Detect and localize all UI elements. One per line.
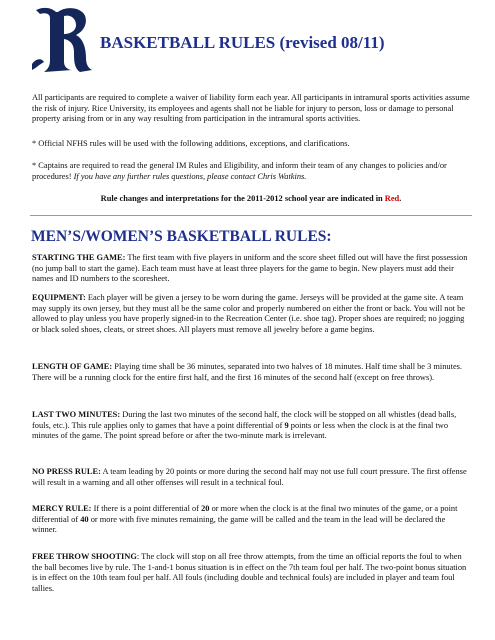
red-indicator: Red xyxy=(384,194,400,203)
section-heading: MEN’S/WOMEN’S BASKETBALL RULES: xyxy=(31,228,332,245)
page-title: BASKETBALL RULES (revised 08/11) xyxy=(100,33,385,52)
rule-equipment xyxy=(32,293,470,335)
rule-last-two-minutes xyxy=(32,410,470,442)
rule-text: Playing time shall be 36 minutes, separated into two halves of 18 minutes. Half time shall be 3 minutes. There will be a running clock for the entire first half, and the first 16 minutes of the second half (except on free throws). xyxy=(32,362,463,382)
rule-label: STARTING THE GAME: xyxy=(32,253,126,262)
rule-no-press xyxy=(32,467,470,488)
rule-text: If there is a point differential of xyxy=(93,504,200,513)
contact-note: If you have any further rules questions, please contact Chris Watkins. xyxy=(73,171,307,181)
rule-text: Each player will be given a jersey to be worn during the game. Jerseys will be provided at the game site. A team may supply its own jersey, but they must all be the same color and properly numbered on either the front or back. You will not be allowed to play unless you have properly signed-in to the Recreation Center (i.e. shoe tag). Proper shoes are required; no jogging or black soled shoes, cleats, or street shoes. All players must remove all jewelry before a game begins. xyxy=(32,293,466,334)
rule-text: or more when the clock is at the final two minutes of the game, or a point differential of xyxy=(32,504,458,524)
rule-changes-text: Rule changes and interpretations for the 2011-2012 school year are indicated in xyxy=(100,194,383,203)
captains-note xyxy=(32,161,470,182)
rule-text: During the last two minutes of the second half, the clock will be stopped on all whistles (dead balls, fouls, etc.). This rule applies only to games that have a point differential of xyxy=(32,410,457,430)
captains-text: * Captains are required to read the general IM Rules and Eligibility, and inform their team of any changes to policies and/or procedures! xyxy=(32,161,447,181)
rule-label: LENGTH OF GAME: xyxy=(32,362,113,371)
rule-text: The first team with five players in uniform and the score sheet filled out will have the first possession (no jump ball to start the game). Each team must have at least three players for the game to begin. New players must add their names and ID numbers to the scoresheet. xyxy=(32,253,468,284)
mercy-differential-value: 40 xyxy=(80,514,89,524)
section-divider xyxy=(30,215,472,216)
rule-free-throw xyxy=(32,552,470,594)
rule-label: FREE THROW SHOOTING xyxy=(32,552,137,561)
rule-label: NO PRESS RULE: xyxy=(32,467,101,476)
rule-text: points or less when the clock is at the final two minutes of the game. The point spread before or after the two-minute mark is irrelevant. xyxy=(32,420,449,441)
rule-starting-the-game xyxy=(32,253,470,285)
waiver-paragraph: All participants are required to complete a waiver of liability form each year. All participants in intramural sports activities assume the risk of injury. Rice University, its employees and agents shall not be liable for injury to person, loss or damage to personal property arising from or in any way resulting from participation in the intramural sports activities. xyxy=(32,93,470,124)
rule-text: A team leading by 20 points or more during the second half may not use full court pressure. The first offense will result in a warning and all other offenses will result in a technical foul. xyxy=(32,467,467,487)
rule-changes-period: . xyxy=(399,194,402,203)
rule-label: MERCY RULE: xyxy=(32,504,92,513)
rule-changes-note xyxy=(32,194,470,205)
nfhs-note: * Official NFHS rules will be used with the following additions, exceptions, and clarifications. xyxy=(32,139,350,148)
point-differential-value: 9 xyxy=(284,420,289,430)
rice-owl-r-logo-icon xyxy=(30,4,92,74)
rule-mercy xyxy=(32,504,470,536)
mercy-differential-value: 20 xyxy=(201,504,210,513)
rule-label: EQUIPMENT: xyxy=(32,293,86,302)
rule-length-of-game xyxy=(32,362,470,383)
rule-text: : The clock will stop on all free throw attempts, from the time an official reports the foul to when the ball becomes live by rule. The 1-and-1 bonus situation is in effect on the 7th team foul per half. The two-point bonus situation is in effect on the 10th team foul per half. All fouls (including double and technical fouls) are included in player and team foul tallies. xyxy=(32,552,467,593)
rule-text: or more with five minutes remaining, the game will be called and the team in the lead will be declared the winner. xyxy=(32,514,446,535)
rule-label: LAST TWO MINUTES: xyxy=(32,410,121,419)
